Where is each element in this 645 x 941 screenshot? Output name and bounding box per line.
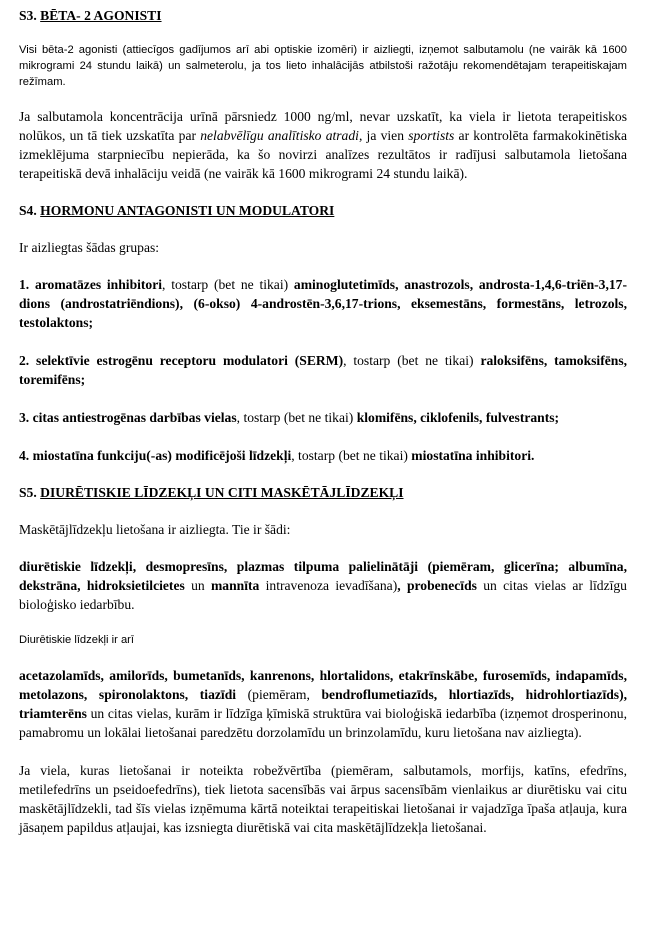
s4-item-2-connector: , tostarp (bet ne tikai) <box>343 353 481 368</box>
s3-paragraph-1: Visi bēta-2 agonisti (attiecīgos gadījumos arī abi optiskie izomēri) ir aizliegti, izņemot salbutamolu (ne vairāk kā 1600 mikrogrami 24 stundu laikā) un salmeterolu, ja tos lieto inhalācijās atbilstoši ražotāju rekomendētajam terapeitiskajam režīmam. <box>19 44 627 88</box>
s4-item-2 <box>19 351 627 389</box>
s5-p2-text-a: (piemēram, <box>236 687 322 702</box>
s3-p2-emphasis-1: nelabvēlīgu analītisko atradi <box>200 128 359 143</box>
s4-item-4-connector: , tostarp (bet ne tikai) <box>291 448 412 463</box>
s5-p2-thiazides: bendroflumetiazīds, hlortiazīds, hidrohlortiazīds), triamterēns <box>19 687 627 721</box>
s4-item-4-label: 4. miostatīna funkciju(-as) modificējoši līdzekļi <box>19 448 292 463</box>
section-s3-title: BĒTA- 2 AGONISTI <box>40 8 162 23</box>
s5-paragraph-2 <box>19 666 627 742</box>
s3-p2-emphasis-2: sportists <box>408 128 455 143</box>
section-s4-number: S4. <box>19 203 37 218</box>
s4-item-1-substances: aminoglutetimīds, anastrozols, androsta-1,4,6-triēn-3,17-dions (androstatriēndions), (6-okso) 4-androstēn-3,6,17-trions, eksemestāns, formestāns, letrozols, testolaktons; <box>19 277 627 330</box>
s4-item-3-substances: klomifēns, ciklofenils, fulvestrants; <box>356 410 560 425</box>
s5-p1-mannitol: mannīta <box>210 578 260 593</box>
s4-item-4 <box>19 446 627 465</box>
s5-diuretics-also: Diurētiskie līdzekļi ir arī <box>19 634 135 646</box>
section-s4-title: HORMONU ANTAGONISTI UN MODULATORI <box>40 203 335 218</box>
s4-intro: Ir aizliegtas šādas grupas: <box>19 240 160 255</box>
s5-paragraph-1 <box>19 557 627 614</box>
s4-item-3 <box>19 408 627 427</box>
s5-p2-text-b: un citas vielas, kurām ir līdzīga ķīmiskā struktūra vai bioloģiskā iedarbība (izņemot drosperinonu, pamabromu un lokālai lietošanai paredzētu dorzolamīdu un brinzolamīdu, kuru lietošana nav aizliegta). <box>19 706 627 740</box>
s4-item-1-connector: , tostarp (bet ne tikai) <box>162 277 294 292</box>
s4-item-3-label: 3. citas antiestrogēnas darbības vielas <box>19 410 237 425</box>
s4-item-2-label: 2. selektīvie estrogēnu receptoru modulatori (SERM) <box>19 353 344 368</box>
s5-p1-text-a: un <box>184 578 211 593</box>
s4-item-3-connector: , tostarp (bet ne tikai) <box>236 410 357 425</box>
s5-p1-probenecid: probenecīds <box>406 578 477 593</box>
s5-intro: Maskētājlīdzekļu lietošana ir aizliegta. Tie ir šādi: <box>19 522 291 537</box>
section-s5-title: DIURĒTISKIE LĪDZEKĻI UN CITI MASKĒTĀJLĪDZEKĻI <box>40 485 404 500</box>
s4-item-4-substances: miostatīna inhibitori. <box>411 448 535 463</box>
section-s3-heading <box>19 6 627 25</box>
s5-p1-comma: , <box>397 578 407 593</box>
section-s5-heading <box>19 483 627 502</box>
s4-item-1-label: 1. aromatāzes inhibitori <box>19 277 163 292</box>
section-s4-heading <box>19 201 627 220</box>
s3-p2-text-b: , ja vien <box>358 128 409 143</box>
s4-item-2-substances: raloksifēns, tamoksifēns, toremifēns; <box>19 353 628 387</box>
s5-p1-text-d: un citas vielas ar līdzīgu bioloģisko iedarbību. <box>19 578 627 612</box>
s3-paragraph-2 <box>19 107 627 183</box>
s5-p1-text-b: intravenoza ievadīšana) <box>259 578 398 593</box>
s3-p2-text-a: Ja salbutamola koncentrācija urīnā pārsniedz 1000 ng/ml, nevar uzskatīt, ka viela ir lietota terapeitiskos nolūkos, un tā tiek uzskatīta par <box>19 109 627 143</box>
s5-p1-substances: diurētiskie līdzekļi, desmopresīns, plazmas tilpuma palielinātāji (piemēram, glicerīna; albumīna, dekstrāna, hidroksietilcietes <box>19 559 627 593</box>
s3-p2-text-c: ar kontrolēta farmakokinētiska izmeklējuma starpniecību nepierāda, ka šo novirzi analīzes rezultātos ir radījusi salbutamola lietošana terapeitiskā devā inhalāciju veidā (ne vairāk kā 1600 mikrogrami 24 stundu laikā). <box>19 128 628 181</box>
section-s5-number: S5. <box>19 485 37 500</box>
s4-item-1 <box>19 275 627 332</box>
s5-paragraph-3: Ja viela, kuras lietošanai ir noteikta robežvērtība (piemēram, salbutamols, morfijs, katīns, efedrīns, metilefedrīns un pseidoefedrīns), tiek lietota sacensībās vai ārpus sacensībām vienlaikus ar diurētisku vai citu maskētājlīdzekli, tad šīs vielas izņēmuma kārtā noteiktai terapeitiskai lietošanai ir vajadzīga īpaša atļauja, kura jāsaņem papildus atļaujai, kas izsniegta diurētiskā vai cita maskētājlīdzekļa lietošanai. <box>19 763 627 835</box>
section-s3-number: S3. <box>19 8 37 23</box>
s5-p2-substances: acetazolamīds, amilorīds, bumetanīds, kanrenons, hlortalidons, etakrīnskābe, furosemīds, indapamīds, metolazons, spironolaktons, tiazīdi <box>19 668 627 702</box>
